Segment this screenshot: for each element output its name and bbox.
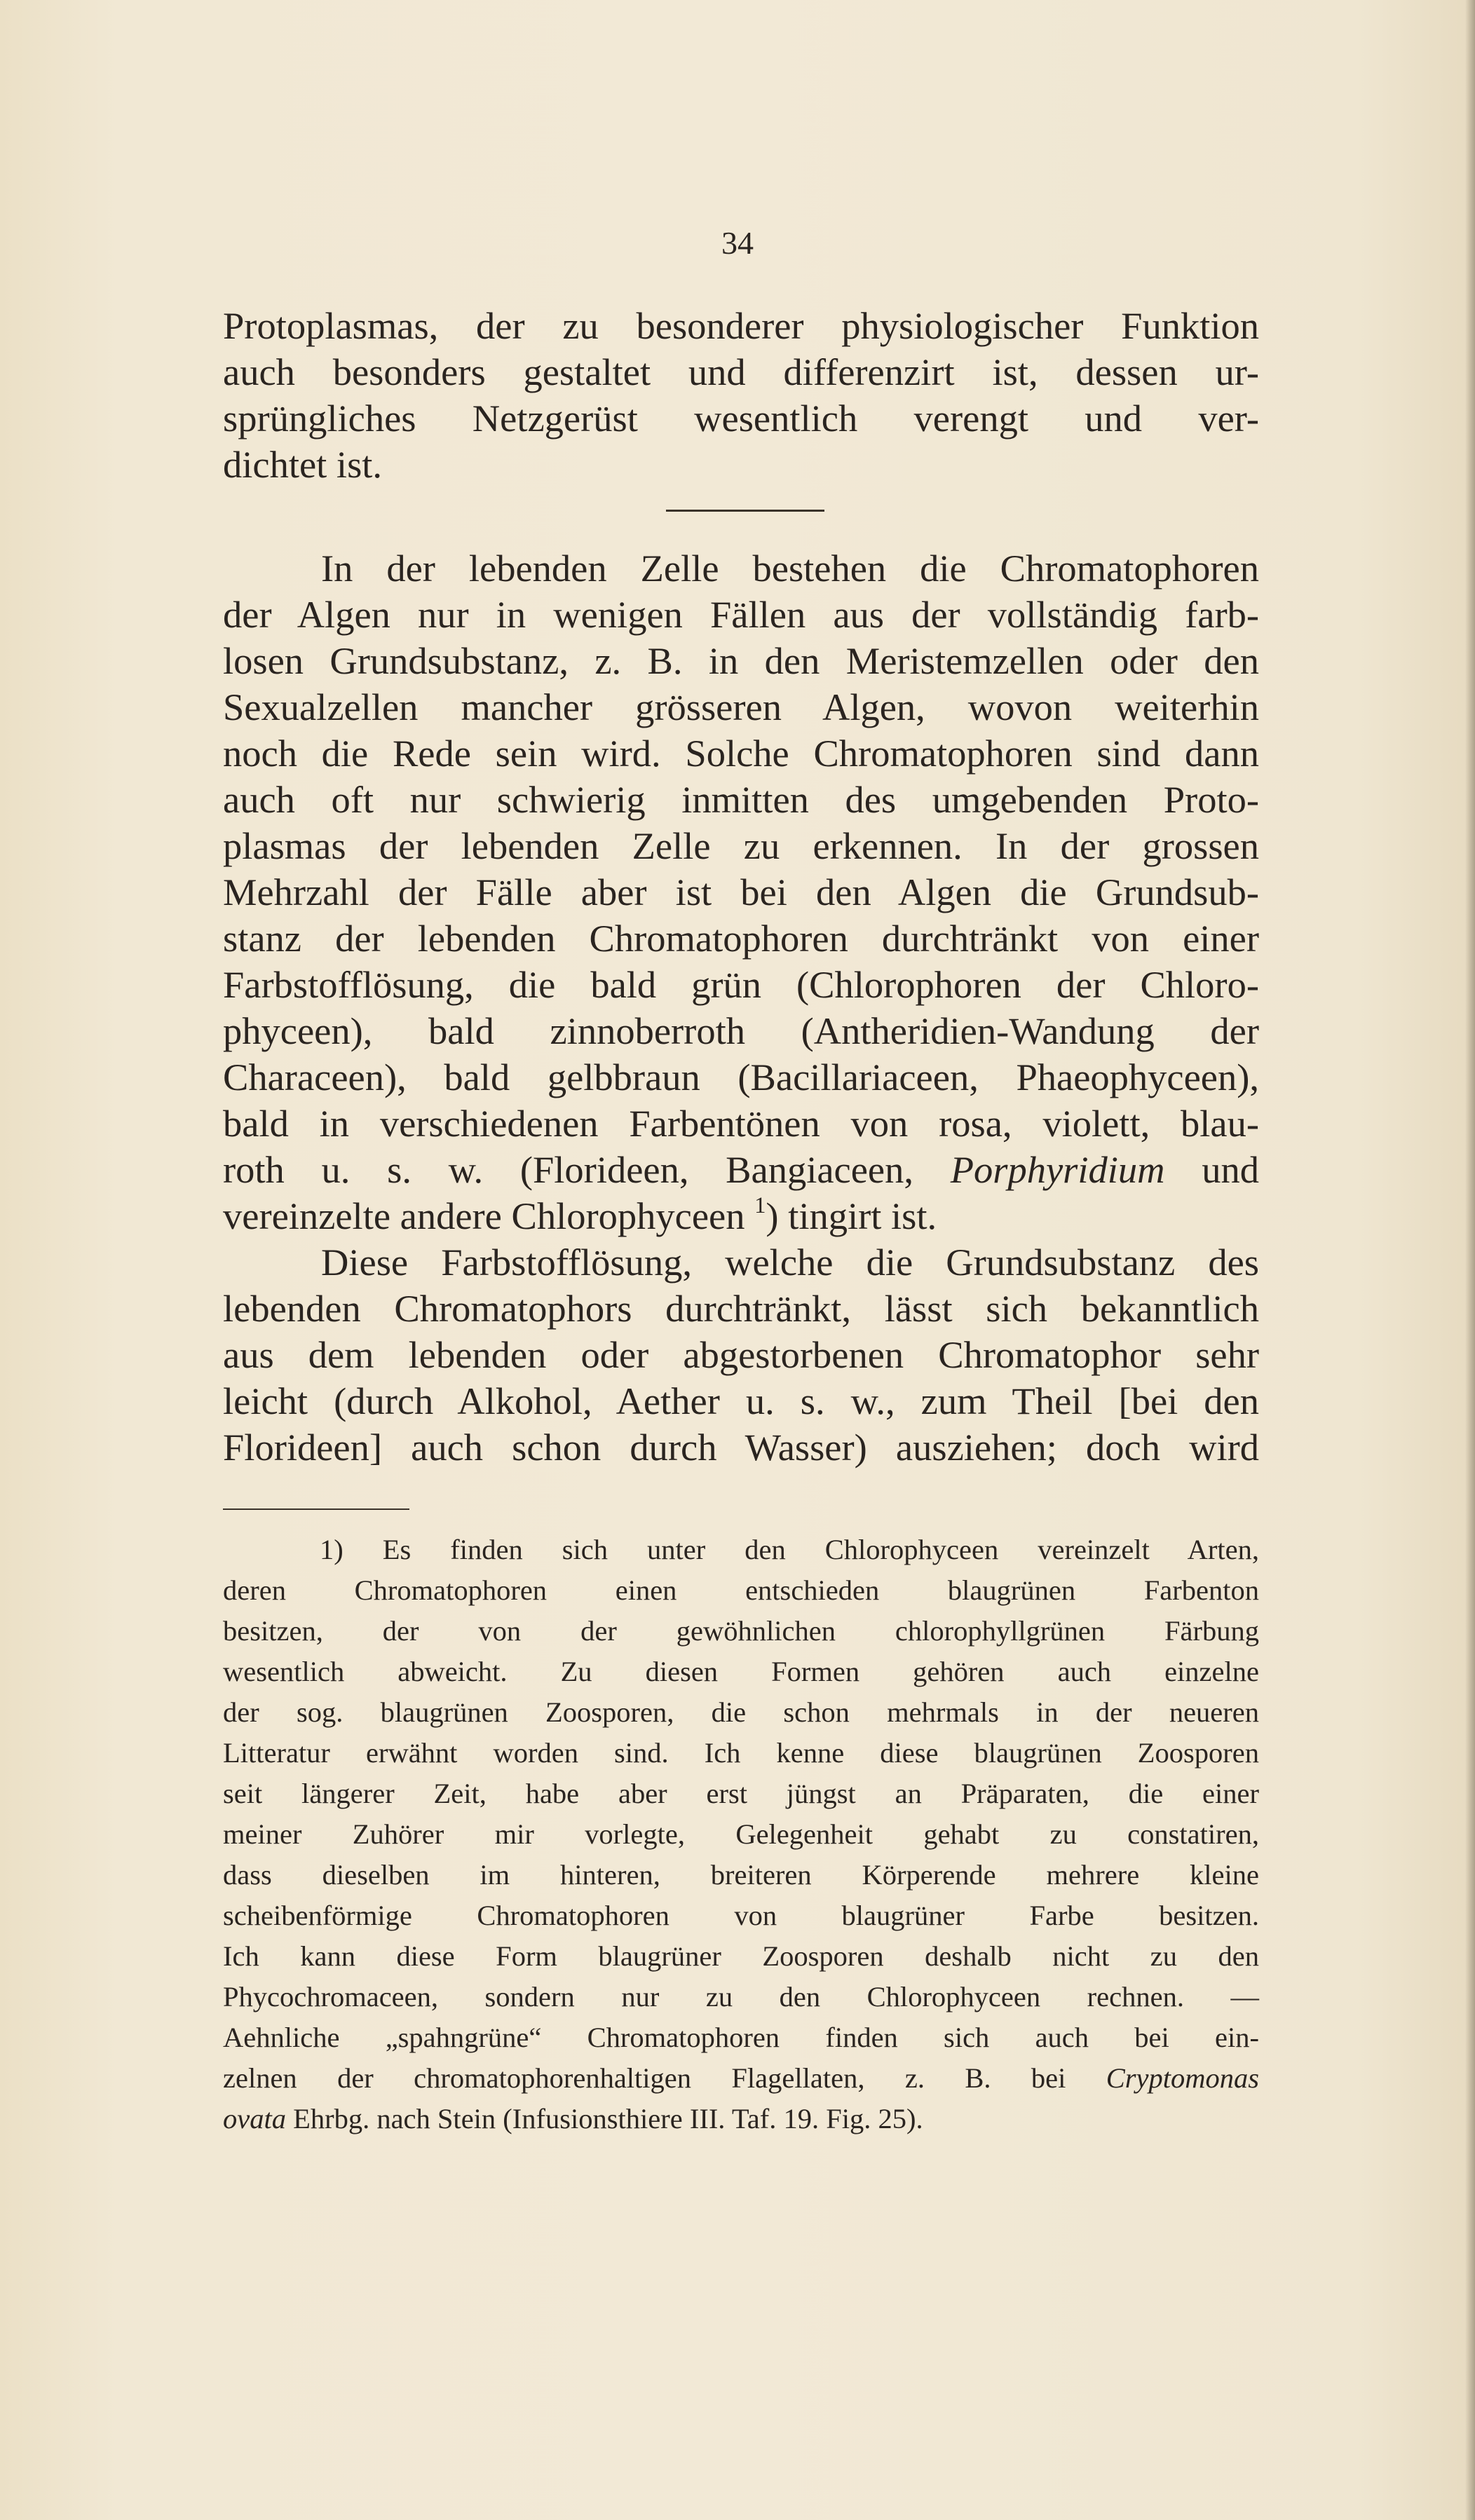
footnote-line: Ich kann diese Form blaugrüner Zoosporen deshalb nicht zu den <box>223 1940 1259 1972</box>
text-line-with-italic <box>223 1147 1259 1193</box>
text-line: leicht (durch Alkohol, Aether u. s. w., zum Theil [bei den <box>223 1380 1259 1422</box>
footnote-line: deren Chromatophoren einen entschieden blaugrünen Farbenton <box>223 1574 1259 1606</box>
footnote-line: Phycochromaceen, sondern nur zu den Chlorophyceen rechnen. — <box>223 1981 1259 2012</box>
footnote-line: seit längerer Zeit, habe aber erst jüngst an Präparaten, die einer <box>223 1778 1259 1809</box>
footnote-line: dass dieselben im hinteren, breiteren Körperende mehrere kleine <box>223 1859 1259 1891</box>
footnote-line: meiner Zuhörer mir vorlegte, Gelegenheit gehabt zu constatiren, <box>223 1818 1259 1850</box>
text-line: Florideen] auch schon durch Wasser) ausziehen; doch wird <box>223 1426 1259 1469</box>
text-line: plasmas der lebenden Zelle zu erkennen. In der grossen <box>223 824 1259 867</box>
text-fragment: zelnen der chromatophorenhaltigen Flagellaten, z. B. bei <box>223 2062 1106 2094</box>
footnote-line: 1) Es finden sich unter den Chlorophyceen vereinzelt Arten, <box>320 1534 1259 1565</box>
text-line: auch besonders gestaltet und differenzirt ist, dessen ur- <box>223 350 1259 393</box>
footnote <box>223 1530 1259 2139</box>
footnote-divider <box>223 1508 409 1510</box>
paragraph-chromatophores <box>223 545 1259 1239</box>
text-fragment: roth u. s. w. (Florideen, Bangiaceen, <box>223 1148 951 1191</box>
text-line: aus dem lebenden oder abgestorbenen Chromatophor sehr <box>223 1333 1259 1376</box>
species-name-italic: ovata <box>223 2103 286 2134</box>
text-line: In der lebenden Zelle bestehen die Chromatophoren <box>321 547 1259 590</box>
text-fragment: ) tingirt ist. <box>766 1194 937 1237</box>
text-line: sprüngliches Netzgerüst wesentlich verengt und ver- <box>223 397 1259 440</box>
text-line: dichtet ist. <box>223 443 383 486</box>
paragraph-pigment-solution <box>223 1239 1259 1471</box>
genus-name-italic: Porphyridium <box>950 1148 1165 1191</box>
text-line: Mehrzahl der Fälle aber ist bei den Algen die Grundsub- <box>223 871 1259 913</box>
text-line: auch oft nur schwierig inmitten des umgebenden Proto- <box>223 778 1259 821</box>
text-line: Sexualzellen mancher grösseren Algen, wovon weiterhin <box>223 686 1259 728</box>
text-line: lebenden Chromatophors durchtränkt, lässt sich bekanntlich <box>223 1287 1259 1330</box>
page-number: 34 <box>721 225 754 261</box>
text-line: Diese Farbstofflösung, welche die Grundsubstanz des <box>321 1241 1259 1283</box>
page-edge-shadow <box>1465 0 1475 2520</box>
text-fragment: und <box>1164 1148 1259 1191</box>
footnote-line: wesentlich abweicht. Zu diesen Formen gehören auch einzelne <box>223 1656 1259 1687</box>
text-line-with-footnote-ref <box>223 1193 1259 1239</box>
footnote-reference: 1 <box>754 1193 766 1219</box>
footnote-line: scheibenförmige Chromatophoren von blaugrüner Farbe besitzen. <box>223 1900 1259 1931</box>
footnote-line: der sog. blaugrünen Zoosporen, die schon mehrmals in der neueren <box>223 1696 1259 1728</box>
text-line: Farbstofflösung, die bald grün (Chlorophoren der Chloro- <box>223 963 1259 1006</box>
footnote-line: Aehnliche „spahngrüne“ Chromatophoren finden sich auch bei ein- <box>223 2022 1259 2053</box>
footnote-line: besitzen, der von der gewöhnlichen chlorophyllgrünen Färbung <box>223 1615 1259 1647</box>
footnote-line-with-italic <box>223 2099 1259 2139</box>
text-line: noch die Rede sein wird. Solche Chromatophoren sind dann <box>223 732 1259 775</box>
footnote-line: Litteratur erwähnt worden sind. Ich kenne diese blaugrünen Zoosporen <box>223 1737 1259 1769</box>
text-line: stanz der lebenden Chromatophoren durchtränkt von einer <box>223 917 1259 960</box>
paragraph-continued <box>223 303 1259 488</box>
text-line: phyceen), bald zinnoberroth (Antheridien-Wandung der <box>223 1009 1259 1052</box>
text-line: der Algen nur in wenigen Fällen aus der vollständig farb- <box>223 593 1259 636</box>
text-line: bald in verschiedenen Farbentönen von rosa, violett, blau- <box>223 1102 1259 1145</box>
text-line: losen Grundsubstanz, z. B. in den Meristemzellen oder den <box>223 639 1259 682</box>
section-divider <box>666 510 824 512</box>
text-fragment: Ehrbg. nach Stein (Infusionsthiere III. Taf. 19. Fig. 25). <box>285 2103 923 2134</box>
text-line: Protoplasmas, der zu besonderer physiologischer Funktion <box>223 304 1259 347</box>
text-line: Characeen), bald gelbbraun (Bacillariaceen, Phaeophyceen), <box>223 1056 1259 1098</box>
genus-name-italic: Cryptomonas <box>1106 2062 1259 2094</box>
footnote-line-with-italic <box>223 2058 1259 2099</box>
text-fragment: vereinzelte andere Chlorophyceen <box>223 1194 755 1237</box>
